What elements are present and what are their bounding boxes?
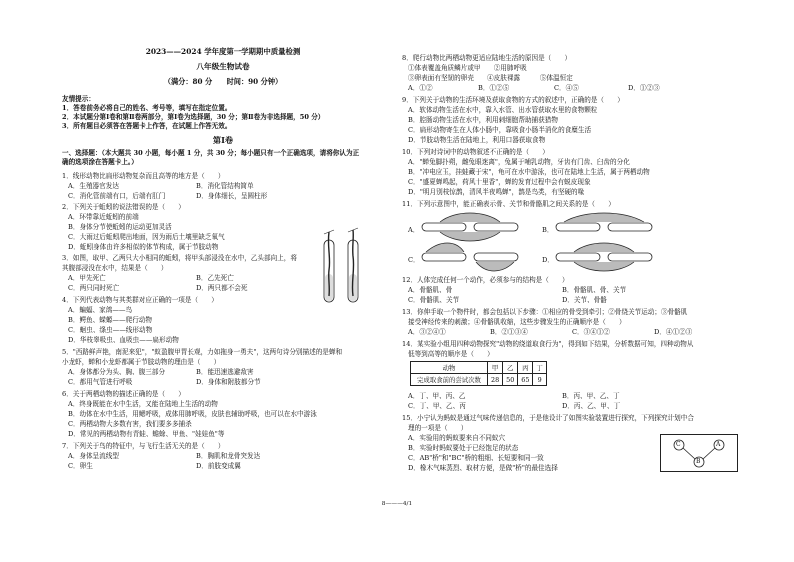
option: C．蛔虫、绦虫——线形动物 — [68, 326, 153, 334]
option: A．生殖器官发达 — [68, 182, 119, 190]
option: D．华枝睾吸虫、血吸虫——扁形动物 — [68, 336, 179, 344]
joint-diagram-b — [554, 212, 654, 242]
option: A．①② — [408, 84, 433, 92]
option: C．"盛夏蝉鸣起，荷风十里香"，蝉的发育过程中会有蜕皮现象 — [408, 178, 591, 186]
joint-diagram-c — [420, 242, 520, 272]
figure-label: C． — [408, 256, 420, 264]
option: C．都用气管进行呼吸 — [68, 378, 133, 386]
option: D．节肢动物生活在陆地上，利用口器获取食物 — [408, 136, 546, 144]
question-stem: 13．你伸手取一个物件时，都会包括以下步骤：①相应的骨受到牵引；②骨绕关节运动；③骨骼肌 — [402, 308, 688, 316]
table-cell: 9 — [533, 374, 546, 386]
question-stem: 9．下列关于动物的生活环境及获取食物的方式的叙述中，正确的是（ ） — [402, 96, 624, 104]
notice-item: 1．答卷前务必将自己的姓名、考号等，填写在指定位置。 — [62, 104, 232, 112]
exam-subject: 八年级生物试卷 — [196, 62, 250, 71]
option: C．④⑤ — [554, 84, 579, 92]
joint-diagram-d — [554, 242, 654, 272]
option: B．身体分节使蚯蚓的运动更加灵活 — [68, 223, 172, 231]
option: B．能迅速逃避敌害 — [196, 368, 254, 376]
option: B．实验时蚂蚁要处于已经饱足的状态 — [408, 444, 519, 452]
question-stem: 小龙虾，蝉和小龙虾都属于节肢动物的理由是（ ） — [62, 358, 221, 366]
option: D．④①②③ — [654, 328, 693, 336]
option: C．AB"桥"和"BC"桥的粗细、长短要和同一致 — [408, 454, 544, 462]
question-stem: 1．线形动物比扁形动物复杂而且高等的地方是（ ） — [62, 172, 225, 180]
table-row — [411, 362, 547, 374]
option: B．②①③④ — [490, 328, 528, 336]
node-label-c: C — [676, 441, 681, 448]
option: B．幼体在水中生活，用鳃呼吸，成体用肺呼吸，皮肤也辅助呼吸，也可以在水中游泳 — [68, 410, 317, 418]
option: D．①②③ — [628, 84, 660, 92]
notice-item: 2．本试题分第Ⅰ卷和第Ⅱ卷两部分，第Ⅰ卷为选择题，30 分；第Ⅱ卷为非选择题，50 分） — [62, 113, 325, 121]
option: D．"明月别枝惊鹊，清风半夜鸣蝉"，鹊是鸟类，有坚硬的喙 — [408, 188, 585, 196]
question-stem: 理的一项是（ ） — [408, 424, 468, 432]
option: D．橡木气味蒸烈、取材方便，是做"桥"的最佳选择 — [408, 464, 558, 472]
table-cell: 50 — [503, 374, 518, 386]
option: A．甲先死亡 — [68, 274, 106, 282]
option: D．蚯蚓身体由许多相似的体节构成，属于节肢动物 — [68, 243, 219, 251]
notice-item: 3．所有题目必须答在答题卡上作答，在试题上作答无效。 — [62, 122, 232, 130]
option: D．常见的两栖动物有青蛙、蟾蜍、甲鱼、"娃娃鱼"等 — [68, 430, 225, 438]
option: A．蝙蝠、家鸽——鸟 — [68, 306, 133, 314]
option: D．身体和附肢都分节 — [196, 378, 261, 386]
option: A．环带靠近蚯蚓的前端 — [68, 213, 139, 221]
option: A．③②④① — [408, 328, 446, 336]
question-stem: ③卵表面有坚韧的卵壳 ④皮肤裸露 ⑤体温恒定 — [408, 74, 573, 82]
question-stem: 11．下列示意图中，能正确表示骨、关节和骨骼肌之间关系的是（ ） — [402, 200, 615, 208]
section-intro: 一、选择题：（本大题共 30 小题，每小题 1 分，共 30 分；每小题只有一个正确选项，请将你认为正 — [62, 149, 360, 157]
option: B．骨骼肌、骨、关节 — [562, 286, 627, 294]
option: C．消化管前端有口，后端有肛门 — [68, 192, 166, 200]
question-stem: 5．"西路鲜声艳，南泥来犯"，"蚁盈腹甲胃长观，力如拖身一勇夫"，这两句诗分别描述的是蝉和 — [62, 348, 343, 356]
option: C．骨骼肌、关节 — [408, 296, 460, 304]
option: A．终身既能在水中生活，又能在陆地上生活的动物 — [68, 400, 218, 408]
test-tube-figure — [320, 226, 366, 306]
option: A．丁、甲、丙、乙 — [408, 392, 466, 400]
option: B．"冲电应玉，挂蛙藏于宋"，龟可在水中游泳，也可在陆地上生活，属于两栖动物 — [408, 168, 650, 176]
figure-label: A． — [408, 226, 420, 234]
option: A．身体呈流线型 — [68, 452, 119, 460]
option: C．两栖动物大多数有害，我们要多多捕杀 — [68, 420, 192, 428]
option: D．关节、骨骼 — [562, 296, 607, 304]
section-title: 第Ⅰ卷 — [212, 135, 234, 145]
table-header-cell: 甲 — [488, 362, 503, 374]
question-stem: ①体表覆盖角质鳞片或甲 ②用肺呼吸 — [408, 64, 527, 72]
option: B．乙先死亡 — [196, 274, 234, 282]
trial-table — [410, 361, 547, 386]
option: C．扁形动物寄生在人体小肠中，靠吸食小肠半消化的食糜生活 — [408, 126, 592, 134]
question-stem: 14．某实验小组用四种动物探究"动物的绕道取食行为"，得到如下结果，分析数据可知，四种动物从 — [402, 340, 694, 348]
page-footer: 8———4/1 — [381, 501, 413, 507]
joint-diagram-a — [420, 212, 520, 242]
option: B．胸肌和龙骨突发达 — [196, 452, 261, 460]
table-header-cell: 动物 — [411, 362, 488, 374]
table-cell: 28 — [488, 374, 503, 386]
option: D．身体细长，呈圆柱形 — [196, 192, 268, 200]
option: B．消化管结构简单 — [196, 182, 254, 190]
question-stem: 15．小宁认为蚂蚁是通过气味传递信息的，于是他设计了如图实验装置进行探究，下列探究计划中合 — [402, 414, 694, 422]
question-stem: 12．人体完成任何一个动作，必须参与的结构是（ ） — [402, 276, 569, 284]
ant-bridge-figure — [660, 434, 738, 472]
table-header-cell: 丙 — [518, 362, 533, 374]
option: A．骨骼肌、骨 — [408, 286, 453, 294]
option: C．丁、甲、乙、丙 — [408, 402, 466, 410]
option: B．丙、甲、乙、丁 — [562, 392, 620, 400]
question-stem: 4．下列代表动物与其类群对应正确的一项是（ ） — [62, 296, 218, 304]
option: D．前肢变成翼 — [196, 462, 241, 470]
figure-label: D． — [542, 256, 554, 264]
question-stem: 其腹部浸没在水中，结果是（ ） — [62, 264, 168, 272]
section-intro: 确的选项涂在答题卡上。） — [62, 158, 138, 166]
option: A．"蝉兔脚扑朔，雌兔眼迷离"，兔属于哺乳动物，牙齿有门齿、臼齿的分化 — [408, 158, 630, 166]
table-header-cell: 丁 — [533, 362, 546, 374]
question-stem: 6．关于两栖动物的描述正确的是（ ） — [62, 390, 185, 398]
option: A．软体动物生活在水中，靠入水管、出水管获取水里的食物颗粒 — [408, 106, 598, 114]
option: D．两只都不会死 — [196, 284, 248, 292]
question-stem: 接受神经传来的刺激；④骨骼肌收缩，这些步骤发生的正确顺序是（ ） — [408, 318, 626, 326]
option: B．腔肠动物生活在水中，利用刺细胞帮助捕获猎物 — [408, 116, 558, 124]
question-stem: 低等到高等的顺序是（ ） — [408, 350, 494, 358]
option: A．身体都分为头、胸、腹三部分 — [68, 368, 166, 376]
figure-label: B． — [542, 226, 554, 234]
option: B．①②⑤ — [478, 84, 510, 92]
question-stem: 8．爬行动物比两栖动物更适应陆地生活的原因是（ ） — [402, 54, 572, 62]
question-stem: 7．下列关于鸟的特征中，与飞行生活无关的是（ ） — [62, 442, 225, 450]
option: C．卵生 — [68, 462, 93, 470]
node-label-a: A — [716, 441, 721, 448]
option: C．两只同时死亡 — [68, 284, 120, 292]
question-stem: 3．如图，取甲、乙两只大小相同的蚯蚓，将甲头部浸没在水中，乙头部向上，将 — [62, 254, 297, 262]
question-stem: 2．下列关于蚯蚓的说法错误的是（ ） — [62, 203, 185, 211]
option: C．大雨过后蚯蚓爬出地面，因为雨后土壤里缺乏氧气 — [68, 233, 225, 241]
option: D．丙、乙、甲、丁 — [562, 402, 621, 410]
exam-title: 2023——2024 学年度第一学期期中质量检测 — [145, 47, 301, 56]
notice-label: 友情提示： — [62, 95, 95, 103]
table-header-cell: 乙 — [503, 362, 518, 374]
node-label-b: B — [696, 458, 701, 465]
exam-meta: （满分：80 分 时间：90 分钟） — [163, 77, 283, 86]
question-stem: 10．下列对诗词中的动物叙述不正确的是（ ） — [402, 148, 549, 156]
option: B．鳄鱼、蝾螈——爬行动物 — [68, 316, 152, 324]
table-cell: 65 — [518, 374, 533, 386]
table-cell: 完成取食前的尝试次数 — [411, 374, 488, 386]
option: A．实验用的蚂蚁要来自不同蚁穴 — [408, 434, 506, 442]
table-row — [411, 374, 547, 386]
option: C．③④①② — [572, 328, 611, 336]
